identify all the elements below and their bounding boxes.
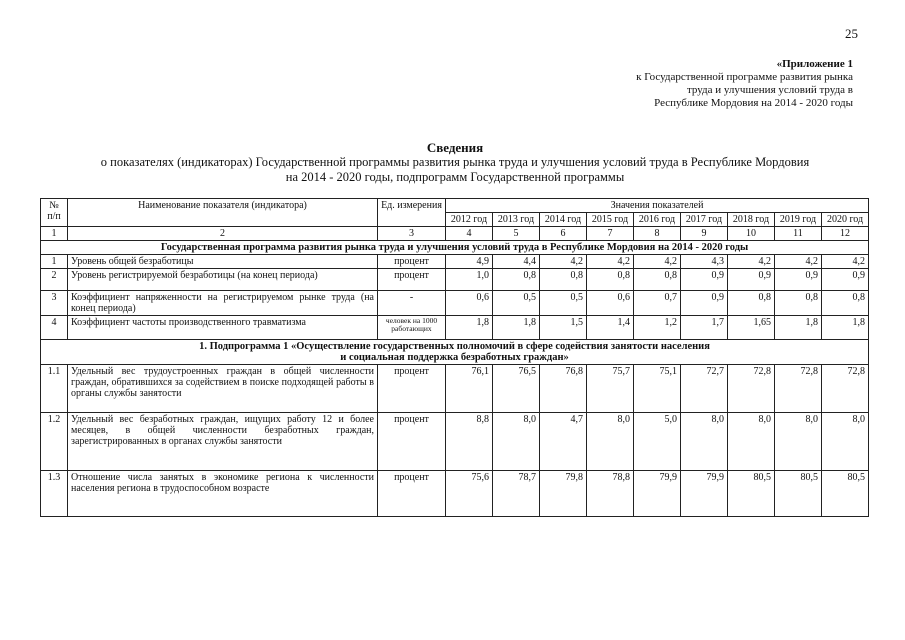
- column-number: 11: [775, 227, 822, 241]
- column-number: 3: [378, 227, 446, 241]
- indicators-table: [40, 198, 869, 517]
- row-number: 2: [41, 269, 68, 291]
- indicator-value: 0,8: [493, 269, 540, 291]
- indicator-unit: процент: [378, 365, 446, 413]
- indicator-unit: человек на 1000 работающих: [378, 316, 446, 340]
- indicator-unit: процент: [378, 255, 446, 269]
- indicator-value: 0,8: [822, 291, 869, 316]
- indicator-value: 79,9: [634, 471, 681, 517]
- indicator-value: 75,7: [587, 365, 634, 413]
- column-numbers-row: [41, 227, 869, 241]
- column-number: 7: [587, 227, 634, 241]
- indicator-value: 4,9: [446, 255, 493, 269]
- indicator-value: 0,9: [681, 269, 728, 291]
- indicator-value: 0,8: [775, 291, 822, 316]
- indicator-value: 0,5: [493, 291, 540, 316]
- indicator-value: 1,5: [540, 316, 587, 340]
- indicator-value: 78,7: [493, 471, 540, 517]
- indicator-name: Удельный вес трудоустроенных граждан в общей численности граждан, обратившихся за содействием в поиске подходящей работы в органы службы занятости: [68, 365, 378, 413]
- indicator-value: 8,0: [681, 413, 728, 471]
- indicator-name: Отношение числа занятых в экономике региона к численности населения региона в трудоспособном возрасте: [68, 471, 378, 517]
- header-year: 2014 год: [540, 213, 587, 227]
- row-number: 1.2: [41, 413, 68, 471]
- indicator-value: 0,8: [540, 269, 587, 291]
- indicator-value: 8,0: [728, 413, 775, 471]
- indicator-unit: процент: [378, 413, 446, 471]
- header-year: 2020 год: [822, 213, 869, 227]
- indicator-value: 0,5: [540, 291, 587, 316]
- indicator-value: 1,8: [822, 316, 869, 340]
- section-title-line: 1. Подпрограмма 1 «Осуществление государственных полномочий в сфере содействия занятости населения: [199, 341, 710, 352]
- indicator-value: 72,8: [775, 365, 822, 413]
- indicator-value: 1,8: [775, 316, 822, 340]
- indicator-value: 0,7: [634, 291, 681, 316]
- indicator-value: 76,8: [540, 365, 587, 413]
- header-year: 2019 год: [775, 213, 822, 227]
- indicator-value: 0,9: [775, 269, 822, 291]
- header-num: № п/п: [41, 199, 68, 227]
- section-title-row: [41, 340, 869, 365]
- table-row: [41, 316, 869, 340]
- header-unit: Ед. измерения: [378, 199, 446, 227]
- indicator-unit: -: [378, 291, 446, 316]
- section-title-row: [41, 241, 869, 255]
- indicator-value: 1,7: [681, 316, 728, 340]
- indicator-value: 8,0: [775, 413, 822, 471]
- indicator-name: Коэффициент напряженности на регистрируемом рынке труда (на конец периода): [68, 291, 378, 316]
- indicator-value: 1,8: [493, 316, 540, 340]
- indicator-value: 72,8: [728, 365, 775, 413]
- header-year: 2012 год: [446, 213, 493, 227]
- indicator-value: 75,6: [446, 471, 493, 517]
- indicator-value: 78,8: [587, 471, 634, 517]
- row-number: 3: [41, 291, 68, 316]
- indicator-value: 0,8: [634, 269, 681, 291]
- indicator-value: 1,2: [634, 316, 681, 340]
- indicator-value: 80,5: [822, 471, 869, 517]
- header-year: 2015 год: [587, 213, 634, 227]
- indicator-value: 0,9: [822, 269, 869, 291]
- row-number: 1.1: [41, 365, 68, 413]
- indicator-value: 80,5: [775, 471, 822, 517]
- row-number: 1.3: [41, 471, 68, 517]
- row-number: 4: [41, 316, 68, 340]
- indicator-unit: процент: [378, 269, 446, 291]
- header-name: Наименование показателя (индикатора): [68, 199, 378, 227]
- section-title-line: и социальная поддержка безработных граждан»: [340, 352, 569, 363]
- indicator-value: 76,1: [446, 365, 493, 413]
- indicator-value: 4,2: [775, 255, 822, 269]
- table-row: [41, 269, 869, 291]
- header-year: 2017 год: [681, 213, 728, 227]
- indicator-value: 4,2: [540, 255, 587, 269]
- indicator-value: 0,6: [587, 291, 634, 316]
- appendix-title: «Приложение 1: [776, 58, 853, 70]
- page-number: 25: [845, 26, 858, 41]
- indicator-value: 4,7: [540, 413, 587, 471]
- table-row: [41, 291, 869, 316]
- indicator-value: 5,0: [634, 413, 681, 471]
- column-number: 8: [634, 227, 681, 241]
- indicator-value: 0,8: [587, 269, 634, 291]
- header-year: 2018 год: [728, 213, 775, 227]
- indicator-name: Уровень общей безработицы: [68, 255, 378, 269]
- document-subtitle-line: о показателях (индикаторах) Государственной программы развития рынка труда и улучшения условий труда в Республике Мордовия: [100, 155, 810, 169]
- indicator-name: Уровень регистрируемой безработицы (на конец периода): [68, 269, 378, 291]
- indicator-name: Удельный вес безработных граждан, ищущих работу 12 и более месяцев, в общей численности безработных граждан, зарегистрированных в органах службы занятости: [68, 413, 378, 471]
- indicator-value: 4,4: [493, 255, 540, 269]
- row-number: 1: [41, 255, 68, 269]
- indicator-value: 8,0: [587, 413, 634, 471]
- indicator-value: 79,9: [681, 471, 728, 517]
- indicator-value: 1,0: [446, 269, 493, 291]
- indicator-value: 4,2: [587, 255, 634, 269]
- indicator-value: 8,0: [493, 413, 540, 471]
- indicator-value: 75,1: [634, 365, 681, 413]
- appendix-line: Республике Мордовия на 2014 - 2020 годы: [654, 97, 853, 109]
- indicator-value: 8,8: [446, 413, 493, 471]
- indicator-value: 1,65: [728, 316, 775, 340]
- indicator-value: 76,5: [493, 365, 540, 413]
- section-title-line: Государственная программа развития рынка труда и улучшения условий труда в Республике Мордовия на 2014 - 2020 годы: [160, 242, 749, 253]
- indicator-value: 4,2: [634, 255, 681, 269]
- table-header-row: [41, 199, 869, 213]
- indicator-value: 72,8: [822, 365, 869, 413]
- table-row: [41, 365, 869, 413]
- indicator-value: 4,2: [728, 255, 775, 269]
- indicator-value: 79,8: [540, 471, 587, 517]
- column-number: 1: [41, 227, 68, 241]
- table-row: [41, 471, 869, 517]
- header-year: 2013 год: [493, 213, 540, 227]
- column-number: 10: [728, 227, 775, 241]
- header-values-group: Значения показателей: [446, 199, 869, 213]
- column-number: 2: [68, 227, 378, 241]
- column-number: 6: [540, 227, 587, 241]
- indicator-value: 8,0: [822, 413, 869, 471]
- column-number: 9: [681, 227, 728, 241]
- table-row: [41, 255, 869, 269]
- column-number: 4: [446, 227, 493, 241]
- indicator-value: 0,8: [728, 291, 775, 316]
- indicator-value: 4,3: [681, 255, 728, 269]
- document-title: [60, 140, 850, 185]
- column-number: 5: [493, 227, 540, 241]
- indicator-value: 0,9: [681, 291, 728, 316]
- indicator-value: 72,7: [681, 365, 728, 413]
- section-title: [41, 241, 869, 255]
- appendix-line: труда и улучшения условий труда в: [686, 84, 853, 96]
- section-title: [41, 340, 869, 365]
- indicator-value: 0,6: [446, 291, 493, 316]
- indicator-value: 0,9: [728, 269, 775, 291]
- column-number: 12: [822, 227, 869, 241]
- indicator-value: 1,4: [587, 316, 634, 340]
- indicator-value: 1,8: [446, 316, 493, 340]
- document-subtitle-line: на 2014 - 2020 годы, подпрограмм Государственной программы: [285, 170, 625, 184]
- indicator-name: Коэффициент частоты производственного травматизма: [68, 316, 378, 340]
- appendix-line: к Государственной программе развития рынка: [636, 71, 853, 83]
- appendix-note: [636, 58, 853, 110]
- indicator-unit: процент: [378, 471, 446, 517]
- header-year: 2016 год: [634, 213, 681, 227]
- document-heading: Сведения: [426, 140, 484, 155]
- indicator-value: 4,2: [822, 255, 869, 269]
- indicator-value: 80,5: [728, 471, 775, 517]
- table-row: [41, 413, 869, 471]
